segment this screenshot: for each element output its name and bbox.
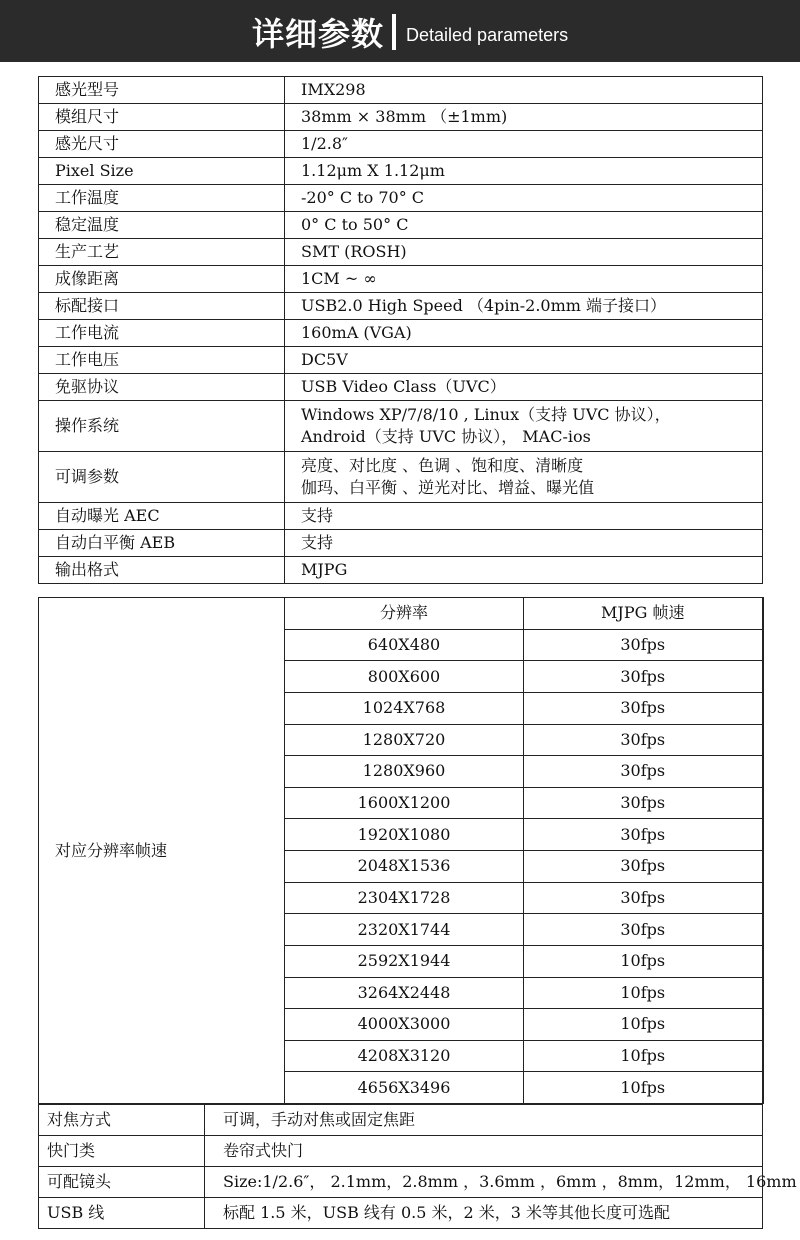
fps-cell: 30fps (524, 914, 763, 946)
spec-value-line: SMT (ROSH) (301, 242, 407, 261)
spec-value-line: 0° C to 50° C (301, 215, 409, 234)
spec-row (39, 131, 763, 158)
spec-value-line: 1.12μm X 1.12μm (301, 161, 445, 180)
spec-value (285, 401, 763, 452)
spec-value-line: DC5V (301, 350, 348, 369)
spec-value-line: USB Video Class（UVC） (301, 377, 506, 396)
fps-cell: 30fps (524, 692, 763, 724)
fps-cell: 30fps (524, 819, 763, 851)
spec-value-line: 伽玛、白平衡 、逆光对比、增益、曝光值 (301, 478, 595, 497)
framerate-header-row (39, 598, 763, 630)
resolution-cell: 1280X720 (285, 724, 524, 756)
spec-value (285, 158, 763, 185)
fps-cell: 30fps (524, 724, 763, 756)
resolution-cell: 640X480 (285, 629, 524, 661)
spec-row (39, 77, 763, 104)
footer-spec-row (39, 1105, 763, 1136)
fps-cell: 30fps (524, 661, 763, 693)
spec-value-line: 1CM ~ ∞ (301, 269, 377, 288)
spec-value-line: IMX298 (301, 80, 366, 99)
spec-value (285, 452, 763, 503)
spec-row (39, 158, 763, 185)
spec-value (285, 131, 763, 158)
header-title-cn: 详细参数 (252, 15, 385, 53)
spec-value-line: 160mA (VGA) (301, 323, 412, 342)
spec-row (39, 185, 763, 212)
spec-row (39, 557, 763, 584)
spec-key: 感光型号 (39, 77, 285, 104)
resolution-cell: 4208X3120 (285, 1040, 524, 1072)
footer-spec-value: 标配 1.5 米，USB 线有 0.5 米，2 米，3 米等其他长度可选配 (205, 1198, 763, 1229)
spec-value (285, 212, 763, 239)
spec-value-line: 1/2.8″ (301, 134, 348, 153)
fps-cell: 10fps (524, 977, 763, 1009)
footer-spec-row (39, 1167, 763, 1198)
resolution-cell: 2304X1728 (285, 882, 524, 914)
fps-cell: 30fps (524, 787, 763, 819)
footer-spec-value: Size:1/2.6″， 2.1mm，2.8mm ，3.6mm ，6mm ，8mm，12mm， 16mm (205, 1167, 763, 1198)
footer-spec-row (39, 1198, 763, 1229)
spec-key: 工作电流 (39, 320, 285, 347)
spec-value (285, 320, 763, 347)
resolution-cell: 2592X1944 (285, 945, 524, 977)
footer-spec-table (38, 1104, 797, 1229)
footer-spec-key: 快门类 (39, 1136, 205, 1167)
resolution-cell: 4656X3496 (285, 1072, 524, 1104)
spec-key: 自动白平衡 AEB (39, 530, 285, 557)
spec-row (39, 401, 763, 452)
header-divider (392, 14, 396, 50)
framerate-table (38, 597, 764, 1104)
spec-row (39, 239, 763, 266)
spec-value-line: 支持 (301, 533, 334, 552)
spec-key: 工作温度 (39, 185, 285, 212)
fps-cell: 30fps (524, 882, 763, 914)
resolution-cell: 2320X1744 (285, 914, 524, 946)
spec-value (285, 266, 763, 293)
spec-row (39, 503, 763, 530)
resolution-cell: 3264X2448 (285, 977, 524, 1009)
spec-value-line: Windows XP/7/8/10 , Linux（支持 UVC 协议）， (301, 405, 671, 424)
spec-value (285, 77, 763, 104)
spec-value-line: Android（支持 UVC 协议）， MAC-ios (301, 427, 591, 446)
spec-key: 免驱协议 (39, 374, 285, 401)
fps-cell: 30fps (524, 756, 763, 788)
spec-value-line: USB2.0 High Speed （4pin-2.0mm 端子接口） (301, 296, 667, 315)
spec-value (285, 104, 763, 131)
spec-row (39, 374, 763, 401)
spec-value (285, 557, 763, 584)
spec-key: 模组尺寸 (39, 104, 285, 131)
spec-row (39, 104, 763, 131)
footer-spec-row (39, 1136, 763, 1167)
fps-column-header: MJPG 帧速 (524, 598, 763, 630)
spec-row (39, 452, 763, 503)
spec-key: 自动曝光 AEC (39, 503, 285, 530)
spec-value (285, 239, 763, 266)
fps-cell: 10fps (524, 1072, 763, 1104)
resolution-cell: 1280X960 (285, 756, 524, 788)
spec-row (39, 320, 763, 347)
fps-cell: 10fps (524, 1009, 763, 1041)
spec-key: 感光尺寸 (39, 131, 285, 158)
footer-spec-key: USB 线 (39, 1198, 205, 1229)
spec-key: 工作电压 (39, 347, 285, 374)
spec-value-line: MJPG (301, 560, 348, 579)
spec-value-line: 38mm × 38mm （±1mm) (301, 107, 508, 126)
footer-spec-value: 卷帘式快门 (205, 1136, 763, 1167)
resolution-cell: 800X600 (285, 661, 524, 693)
spec-row (39, 530, 763, 557)
spec-row (39, 293, 763, 320)
footer-spec-key: 可配镜头 (39, 1167, 205, 1198)
spec-value-line: 支持 (301, 506, 334, 525)
spec-row (39, 266, 763, 293)
spec-value (285, 374, 763, 401)
spec-row (39, 212, 763, 239)
resolution-cell: 2048X1536 (285, 851, 524, 883)
resolution-cell: 1024X768 (285, 692, 524, 724)
spec-key: 成像距离 (39, 266, 285, 293)
spec-key: 操作系统 (39, 401, 285, 452)
resolution-column-header: 分辨率 (285, 598, 524, 630)
resolution-cell: 4000X3000 (285, 1009, 524, 1041)
footer-spec-value: 可调，手动对焦或固定焦距 (205, 1105, 763, 1136)
spec-key: 生产工艺 (39, 239, 285, 266)
fps-cell: 30fps (524, 629, 763, 661)
spec-value (285, 503, 763, 530)
spec-key: 稳定温度 (39, 212, 285, 239)
header-banner (0, 0, 800, 62)
framerate-label: 对应分辨率帧速 (39, 598, 285, 1104)
fps-cell: 10fps (524, 1040, 763, 1072)
spec-row (39, 347, 763, 374)
spec-value-line: 亮度、对比度 、色调 、饱和度、清晰度 (301, 456, 584, 475)
spec-value (285, 185, 763, 212)
footer-spec-key: 对焦方式 (39, 1105, 205, 1136)
spec-value (285, 347, 763, 374)
spec-key: Pixel Size (39, 158, 285, 185)
spec-key: 可调参数 (39, 452, 285, 503)
spec-value (285, 293, 763, 320)
fps-cell: 30fps (524, 851, 763, 883)
spec-table (38, 76, 763, 584)
resolution-cell: 1600X1200 (285, 787, 524, 819)
spec-value (285, 530, 763, 557)
spec-key: 标配接口 (39, 293, 285, 320)
spec-key: 输出格式 (39, 557, 285, 584)
header-title-group (252, 10, 568, 54)
fps-cell: 10fps (524, 945, 763, 977)
spec-value-line: -20° C to 70° C (301, 188, 425, 207)
header-title-en: Detailed parameters (406, 24, 569, 45)
resolution-cell: 1920X1080 (285, 819, 524, 851)
